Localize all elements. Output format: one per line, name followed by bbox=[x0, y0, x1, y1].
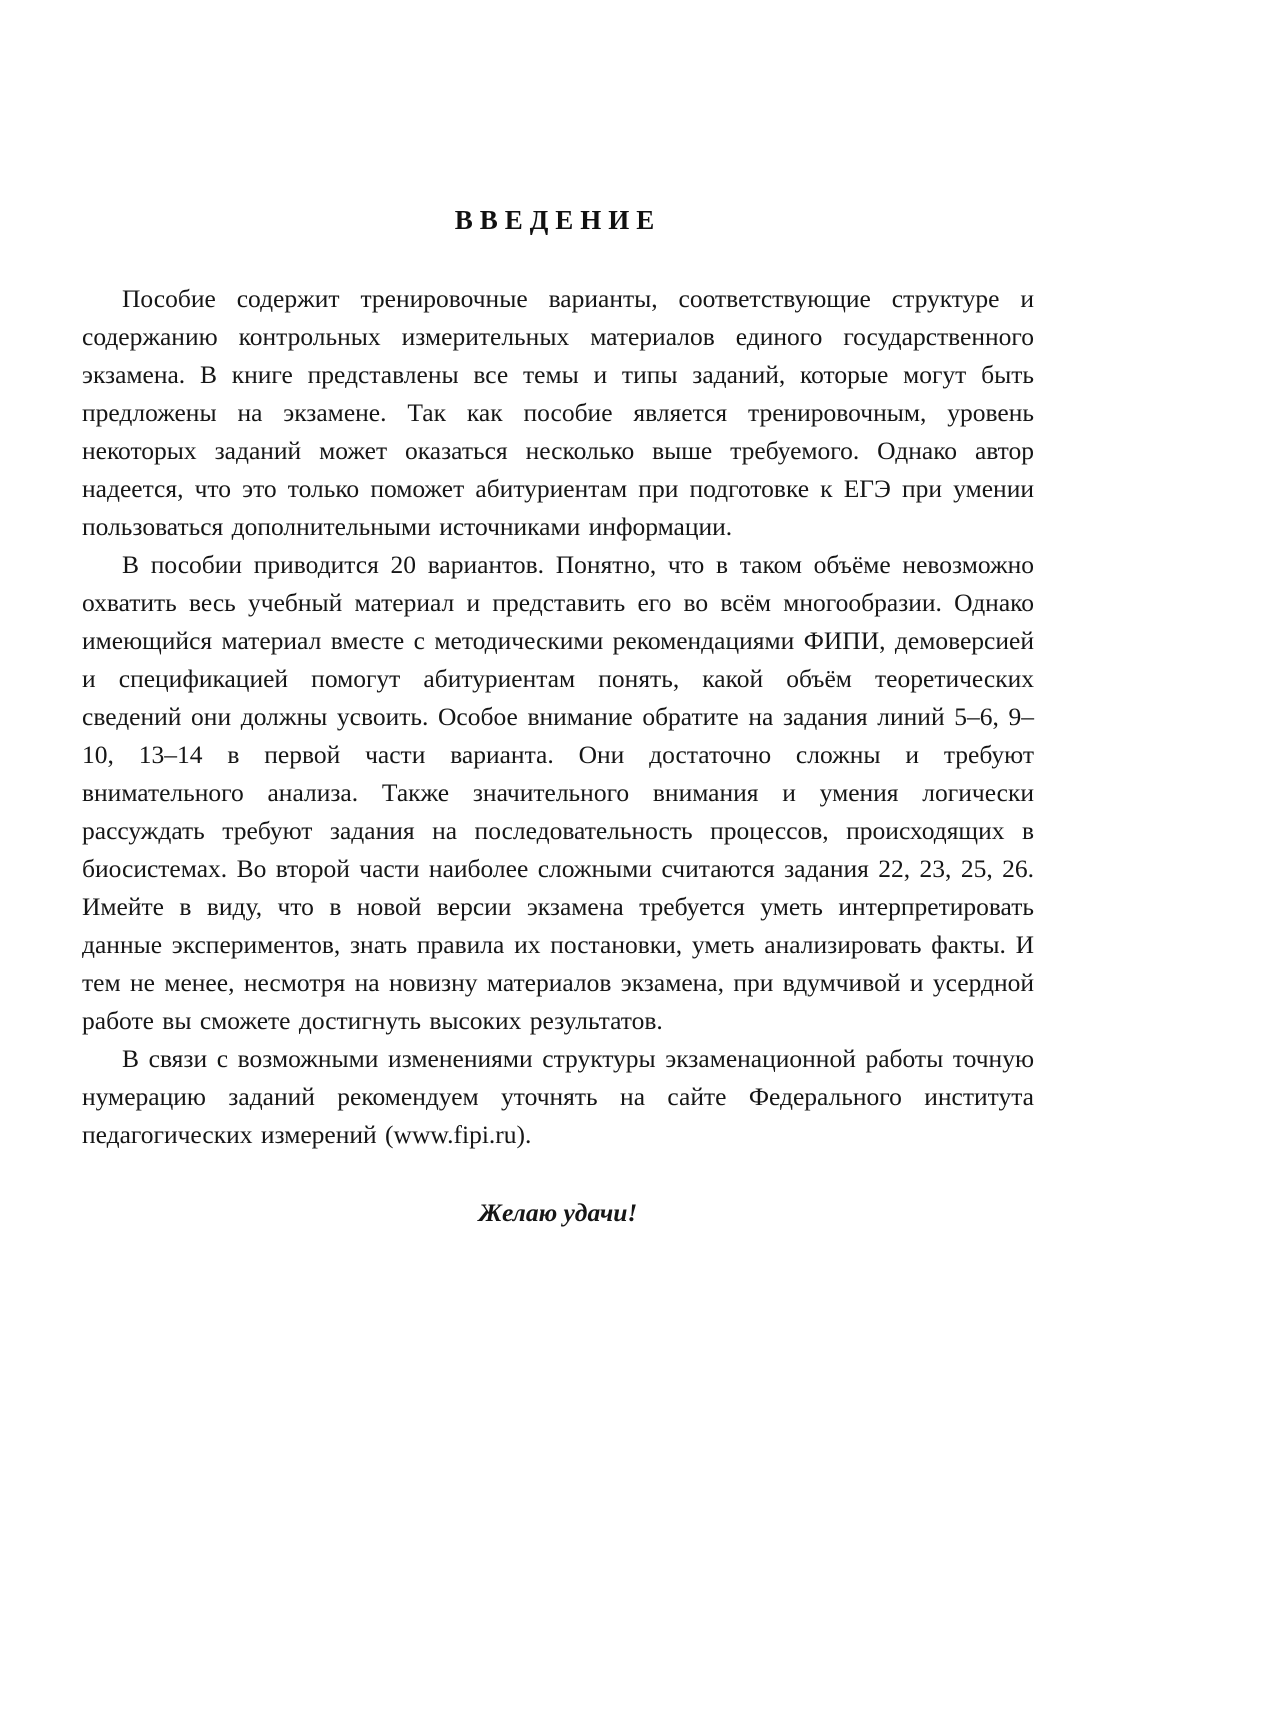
intro-paragraph-3: В связи с возможными изменениями структуры экзаменационной работы точную нумерацию заданий рекомендуем уточнять на сайте Федерального института педагогических измерений (www.fipi.ru). bbox=[82, 1044, 1034, 1149]
intro-paragraph-1: Пособие содержит тренировочные варианты, соответствующие структуре и содержанию контрольных измерительных материалов единого государственного экзамена. В книге представлены все темы и типы заданий, которые могут быть предложены на экзамене. Так как пособие является тренировочным, уровень некоторых заданий может оказаться несколько выше требуемого. Однако автор надеется, что это только поможет абитуриентам при подготовке к ЕГЭ при умении пользоваться дополнительными источниками информации. bbox=[82, 284, 1034, 541]
intro-paragraph-2: В пособии приводится 20 вариантов. Понятно, что в таком объёме невозможно охватить весь учебный материал и представить его во всём многообразии. Однако имеющийся материал вместе с методическими рекомендациями ФИПИ, демоверсией и спецификацией помогут абитуриентам понять, какой объём теоретических сведений они должны усвоить. Особое внимание обратите на задания линий 5–6, 9–10, 13–14 в первой части варианта. Они достаточно сложны и требуют внимательного анализа. Также значительного внимания и умения логически рассуждать требуют задания на последовательность процессов, происходящих в биосистемах. Во второй части наиболее сложными считаются задания 22, 23, 25, 26. Имейте в виду, что в новой версии экзамена требуется уметь интерпретировать данные экспериментов, знать правила их постановки, уметь анализировать факты. И тем не менее, несмотря на новизну материалов экзамена, при вдумчивой и усердной работе вы сможете достигнуть высоких результатов. bbox=[82, 550, 1034, 1035]
page-content bbox=[82, 205, 1034, 1232]
page-title: ВВЕДЕНИЕ bbox=[454, 205, 662, 235]
closing-wish: Желаю удачи! bbox=[478, 1198, 638, 1227]
